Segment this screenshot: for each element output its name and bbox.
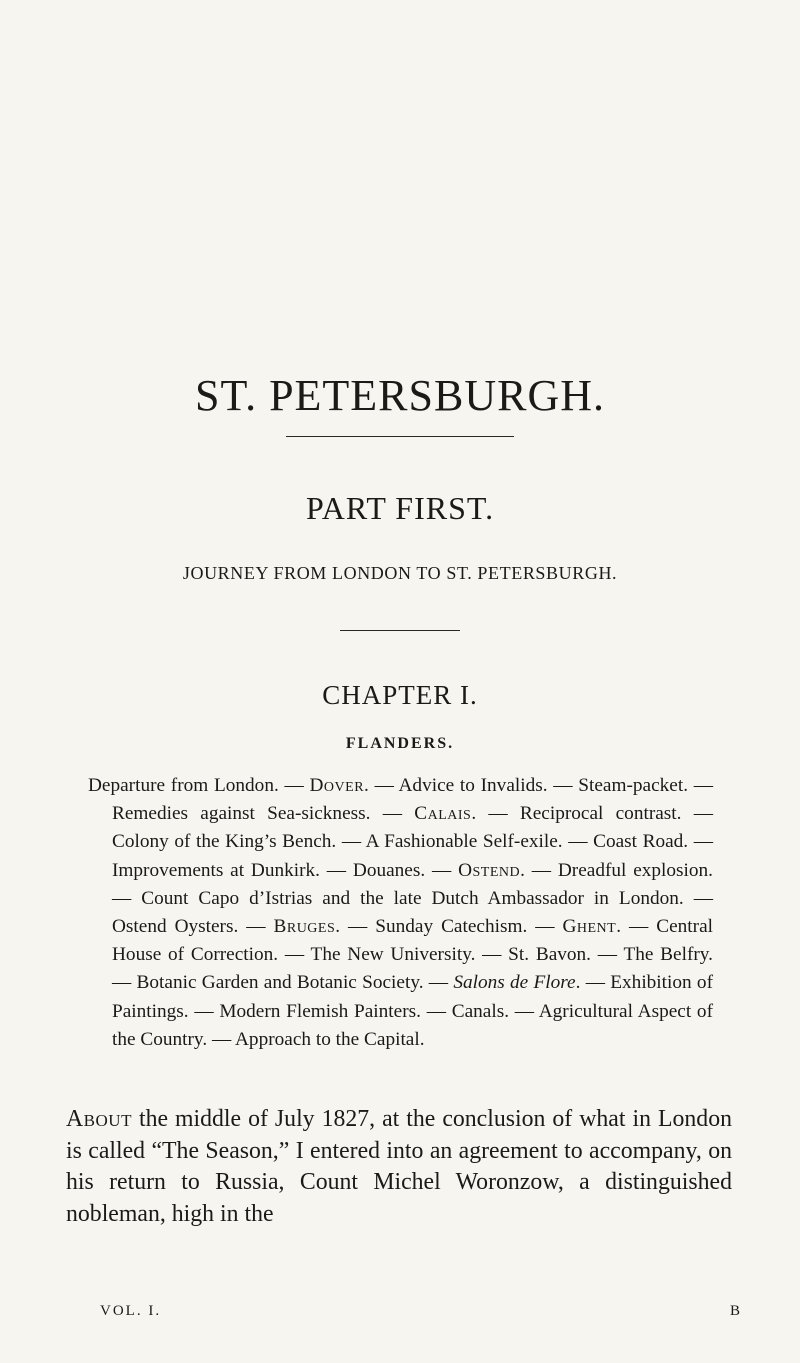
- synopsis-segment: . — Sunday Catechism. —: [335, 916, 563, 938]
- synopsis-segment: Ghent: [562, 916, 617, 938]
- synopsis-segment: Departure from London. —: [88, 775, 310, 796]
- page-footer: [100, 1303, 780, 1327]
- synopsis-segment: . — Central House of Correction. — The New University. — St. Bavon. — The Belfry. — Botanic Garden and Botanic Society. —: [112, 916, 713, 994]
- synopsis-segment: . — Exhibition of Paintings. — Modern Flemish Painters. — Canals. — Agricultural Aspect of the Country. — Approach to the Capital.: [112, 972, 713, 1050]
- part-subtitle: JOURNEY FROM LONDON TO ST. PETERSBURGH.: [182, 563, 618, 583]
- synopsis-segment: Dover: [309, 775, 365, 796]
- synopsis-segment: Salons de Flore: [453, 972, 576, 994]
- body-paragraph-text: the middle of July 1827, at the conclusion of what in London is called “The Season,” I entered into an agreement to accompany, on his return to Russia, Count Michel Woronzow, a distinguished nobleman, high in the: [66, 1106, 732, 1227]
- book-title: ST. PETERSBURGH.: [194, 371, 606, 420]
- body-lead-word: About: [66, 1106, 132, 1132]
- synopsis-segment: Bruges: [273, 916, 336, 938]
- synopsis-segment: . — Dreadful explosion. — Count Capo d’Istrias and the late Dutch Ambassador in London. — Ostend Oysters. —: [112, 859, 713, 938]
- body-paragraph: [66, 1104, 732, 1230]
- synopsis-segment: Calais: [414, 803, 472, 825]
- chapter-heading: CHAPTER I.: [322, 680, 478, 710]
- synopsis-segment: . — Advice to Invalids. — Steam-packet. — Remedies against Sea-sickness. —: [112, 775, 714, 825]
- part-heading: PART FIRST.: [305, 490, 495, 526]
- synopsis-segment: Ostend: [458, 859, 521, 881]
- signature-mark: B: [730, 1303, 743, 1319]
- part-divider: [340, 630, 460, 631]
- title-divider: [286, 436, 514, 437]
- chapter-synopsis: [88, 772, 713, 1054]
- synopsis-segment: . — Reciprocal contrast. — Colony of the King’s Bench. — A Fashionable Self-exile. — Coast Road. — Improvements at Dunkirk. — Douanes. —: [112, 803, 713, 881]
- chapter-subtitle: FLANDERS.: [345, 735, 455, 752]
- volume-label: VOL. I.: [100, 1303, 162, 1319]
